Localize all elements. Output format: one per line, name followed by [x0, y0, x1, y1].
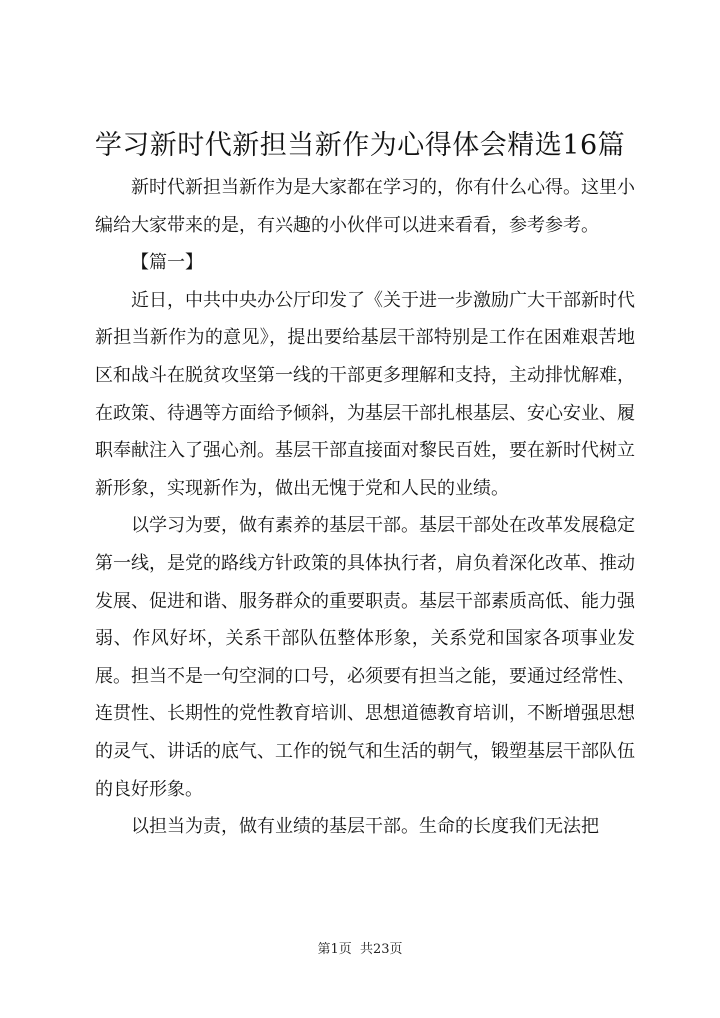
page-number: 第1页	[317, 942, 352, 957]
page-total: 共23页	[360, 942, 403, 957]
intro-paragraph: 新时代新担当新作为是大家都在学习的，你有什么心得。这里小编给大家带来的是，有兴趣的小伙伴可以进来看看，参考参考。	[95, 177, 635, 236]
document-body	[95, 169, 635, 846]
document-title: 学习新时代新担当新作为心得体会精选16篇	[94, 130, 626, 161]
page-footer	[0, 941, 720, 959]
body-paragraph: 以担当为责，做有业绩的基层干部。生命的长度我们无法把	[131, 816, 599, 838]
body-paragraph: 近日，中共中央办公厅印发了《关于进一步激励广大干部新时代新担当新作为的意见》，提出要给基层干部特别是工作在困难艰苦地区和战斗在脱贫攻坚第一线的干部更多理解和支持，主动排忧解难，在政策、待遇等方面给予倾斜，为基层干部扎根基层、安心安业、履职奉献注入了强心剂。基层干部直接面对黎民百姓，要在新时代树立新形象，实现新作为，做出无愧于党和人民的业绩。	[95, 289, 635, 499]
section-heading: 【篇一】	[131, 252, 203, 274]
body-paragraph: 以学习为要，做有素养的基层干部。基层干部处在改革发展稳定第一线，是党的路线方针政策的具体执行者，肩负着深化改革、推动发展、促进和谐、服务群众的重要职责。基层干部素质高低、能力强弱、作风好坏，关系干部队伍整体形象，关系党和国家各项事业发展。担当不是一句空洞的口号，必须要有担当之能，要通过经常性、连贯性、长期性的党性教育培训、思想道德教育培训，不断增强思想的灵气、讲话的底气、工作的锐气和生活的朝气，锻塑基层干部队伍的良好形象。	[95, 515, 635, 800]
